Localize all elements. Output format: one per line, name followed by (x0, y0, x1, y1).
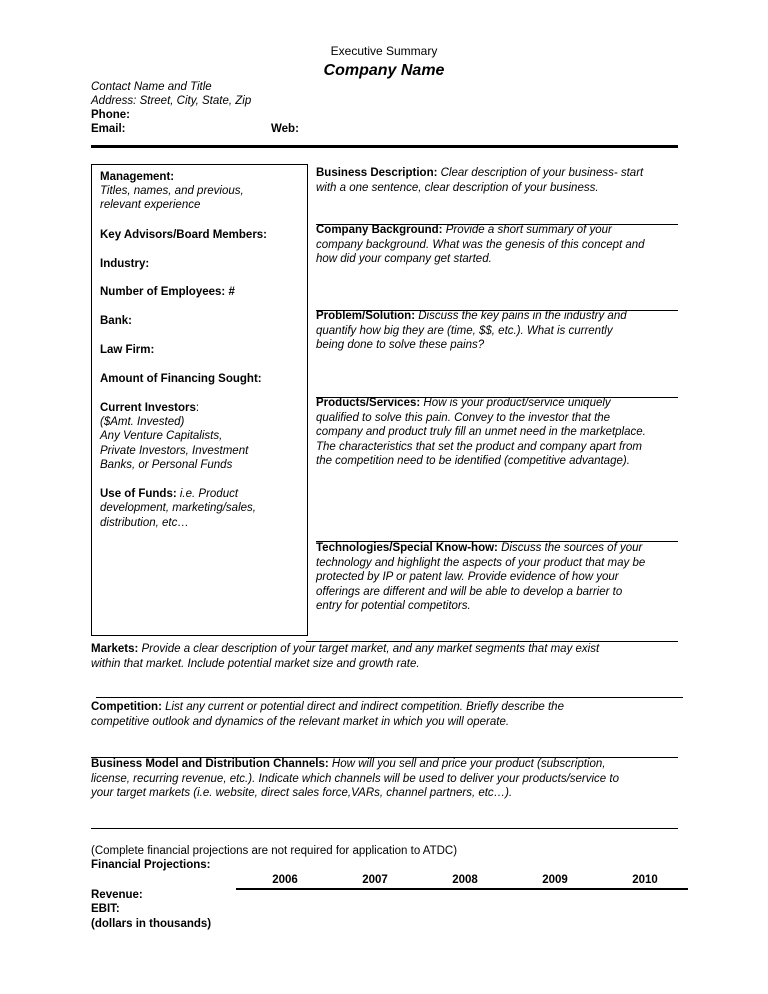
management-label: Management: (100, 171, 175, 183)
funds-desc-line: development, marketing/sales, (100, 502, 256, 514)
funds-label: Use of Funds: (100, 488, 177, 500)
business-model (91, 757, 691, 801)
industry-label: Industry: (100, 258, 150, 270)
products-text: qualified to solve this pain. Convey to the investor that the (316, 411, 611, 424)
background-text: how did your company get started. (316, 253, 492, 265)
background-text: Provide a short summary of your (442, 224, 612, 236)
investors-colon: : (195, 402, 200, 414)
investors-desc-line: ($Amt. Invested) (100, 416, 185, 428)
markets-label: Markets: (91, 643, 139, 655)
ebit-label: EBIT: (91, 903, 120, 915)
advisors-label: Key Advisors/Board Members: (100, 229, 268, 241)
contact-name: Contact Name and Title (91, 81, 212, 93)
products-label: Products/Services: (316, 397, 421, 409)
business-desc-text: Clear description of your business- start (437, 167, 644, 179)
email-label: Email: (91, 123, 126, 135)
employees-label: Number of Employees: # (100, 286, 235, 298)
company-background (316, 223, 681, 267)
products-text: The characteristics that set the product and company apart from (316, 440, 642, 453)
year-header: 2007 (362, 874, 388, 886)
bank-label: Bank: (100, 315, 132, 327)
markets-text: within that market. Include potential market size and growth rate. (91, 657, 420, 670)
business-desc-label: Business Description: (316, 167, 438, 179)
law-firm-label: Law Firm: (100, 344, 155, 356)
section-divider (91, 828, 678, 829)
bizmodel-text: license, recurring revenue, etc.). Indicate which channels will be used to deliver your products/service to (91, 772, 619, 785)
products-text: the competition need to be identified (competitive advantage). (316, 455, 630, 467)
year-header: 2009 (542, 874, 568, 886)
year-header: 2010 (632, 874, 658, 886)
units-label: (dollars in thousands) (91, 918, 212, 930)
financing-label: Amount of Financing Sought: (100, 373, 262, 385)
problem-text: being done to solve these pains? (316, 339, 485, 351)
products-text: How is your product/service uniquely (420, 397, 611, 409)
background-text: company background. What was the genesis of this concept and (316, 238, 645, 251)
financials-title: Financial Projections: (91, 859, 211, 871)
tech-text: offerings are different and will be able to develop a barrier to (316, 585, 623, 598)
products-services (316, 396, 681, 469)
investors-label: Current Investors (100, 402, 196, 414)
problem-solution (316, 309, 681, 353)
bizmodel-text: your target markets (i.e. website, direct sales force,VARs, channel partners, etc…). (91, 787, 513, 799)
competition-label: Competition: (91, 701, 162, 713)
background-label: Company Background: (316, 224, 443, 236)
phone-label: Phone: (91, 109, 130, 121)
competition (91, 700, 691, 729)
investors-heading (100, 401, 300, 416)
web-label: Web: (271, 123, 299, 135)
section-divider (96, 697, 683, 698)
problem-text: quantify how big they are (time, $$, etc.). What is currently (316, 324, 613, 337)
competition-text: List any current or potential direct and indirect competition. Briefly describe the (161, 701, 564, 713)
business-description (316, 166, 681, 195)
header-divider (91, 145, 678, 148)
problem-text: Discuss the key pains in the industry and (415, 310, 627, 322)
revenue-label: Revenue: (91, 889, 143, 901)
markets (91, 642, 691, 671)
problem-label: Problem/Solution: (316, 310, 416, 322)
investors-desc-line: Banks, or Personal Funds (100, 459, 233, 471)
funds-desc: i.e. Product (176, 488, 239, 500)
management-desc-line: Titles, names, and previous, (100, 185, 244, 197)
financials-note: (Complete financial projections are not required for application to ATDC) (91, 845, 458, 857)
management-desc-line: relevant experience (100, 199, 201, 211)
tech-text: technology and highlight the aspects of your product that may be (316, 556, 646, 569)
products-text: company and product truly fill an unmet need in the marketplace. (316, 426, 646, 438)
bizmodel-label: Business Model and Distribution Channels: (91, 758, 329, 770)
doc-title: Executive Summary (330, 44, 438, 58)
funds-desc-line: distribution, etc… (100, 517, 189, 529)
tech-text: protected by IP or patent law. Provide evidence of how your (316, 571, 619, 583)
technologies (316, 541, 681, 614)
investors-desc-line: Private Investors, Investment (100, 445, 249, 457)
year-header: 2006 (272, 874, 298, 886)
years-underline (236, 888, 688, 890)
address: Address: Street, City, State, Zip (91, 95, 252, 107)
funds-heading (100, 487, 300, 502)
tech-label: Technologies/Special Know-how: (316, 542, 498, 554)
bizmodel-text: How will you sell and price your product (subscription, (328, 758, 606, 770)
year-header: 2008 (452, 874, 478, 886)
company-name: Company Name (323, 62, 445, 79)
competition-text: competitive outlook and dynamics of the relevant market in which you will operate. (91, 715, 510, 728)
markets-text: Provide a clear description of your target market, and any market segments that may exist (138, 643, 600, 655)
investors-desc-line: Any Venture Capitalists, (100, 430, 223, 442)
tech-text: entry for potential competitors. (316, 600, 471, 612)
tech-text: Discuss the sources of your (497, 542, 643, 554)
business-desc-text: with a one sentence, clear description of your business. (316, 181, 599, 194)
